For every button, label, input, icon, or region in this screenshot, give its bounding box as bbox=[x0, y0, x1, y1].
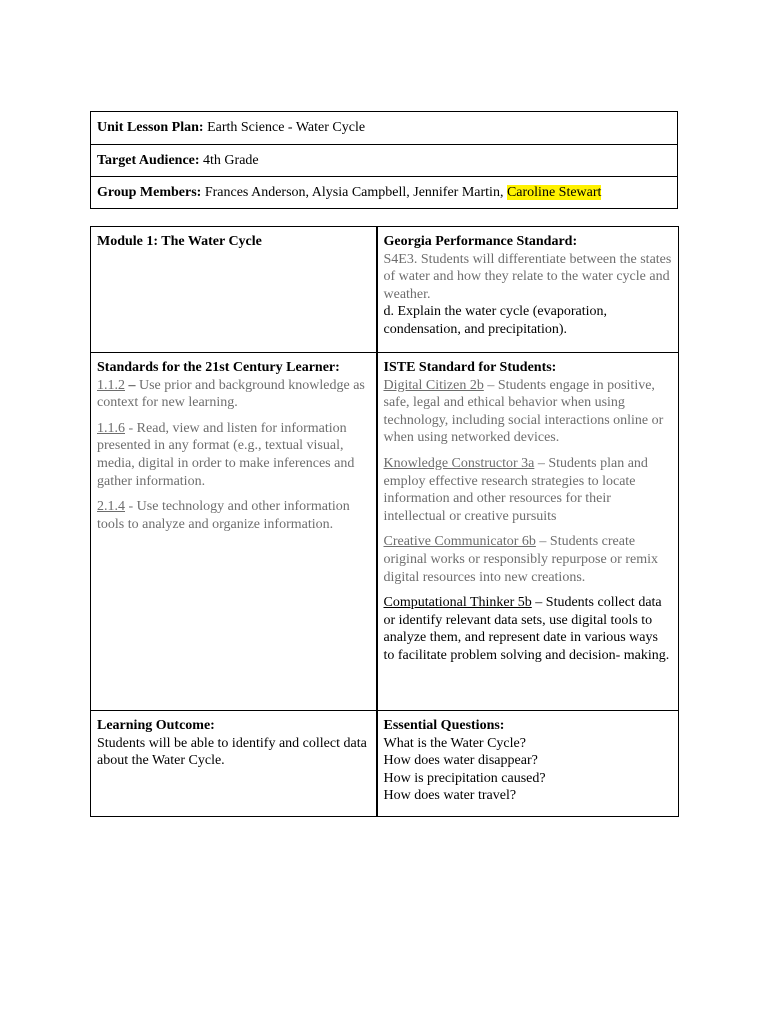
iste-text: Students engage in positive, safe, legal and ethical behavior when using technology, including social interactions online or when using networked devices. bbox=[383, 377, 664, 446]
aasl-code: 2.1.4 bbox=[97, 499, 125, 515]
aasl-text: Use prior and background knowledge as context for new learning. bbox=[97, 377, 365, 411]
iste-text: Students create original works or responsibly repurpose or remix digital resources into new creations. bbox=[383, 534, 658, 585]
iste-code: Creative Communicator 6b bbox=[383, 534, 536, 550]
unit-cell bbox=[91, 112, 678, 145]
iste-item bbox=[384, 455, 673, 525]
aasl-item bbox=[97, 377, 370, 412]
iste-sep: – bbox=[483, 377, 498, 393]
question-item: How does water travel? bbox=[383, 788, 517, 804]
module-row bbox=[91, 227, 679, 353]
audience-label: Target Audience: bbox=[97, 152, 200, 168]
aasl-title: Standards for the 21st Century Learner: bbox=[97, 360, 340, 375]
iste-sep: – bbox=[535, 534, 550, 550]
unit-value: Earth Science - Water Cycle bbox=[207, 120, 366, 135]
audience-row bbox=[91, 145, 678, 177]
questions-title: Essential Questions: bbox=[383, 718, 505, 733]
iste-text: Students plan and employ effective research strategies to locate information and other resources for their intellectual or creative pursuits bbox=[383, 455, 648, 524]
members-value: Frances Anderson, Alysia Campbell, Jennifer Martin, bbox=[204, 184, 504, 200]
aasl-sep: – bbox=[125, 377, 139, 393]
aasl-code: 1.1.6 bbox=[97, 420, 125, 436]
outcome-row bbox=[91, 711, 679, 817]
aasl-text: Read, view and listen for information presented in any format (e.g., textual visual, media, digital in order to make inferences and gather information. bbox=[97, 420, 355, 489]
gps-title: Georgia Performance Standard: bbox=[383, 234, 578, 249]
gps-element-text: d. Explain the water cycle (evaporation, condensation, and precipitation). bbox=[383, 304, 608, 337]
iste-title: ISTE Standard for Students: bbox=[383, 360, 557, 375]
outcome-cell bbox=[91, 711, 377, 817]
iste-code: Computational Thinker 5b bbox=[383, 595, 532, 611]
aasl-item bbox=[97, 498, 370, 533]
aasl-sep: - bbox=[125, 420, 137, 436]
members-row bbox=[91, 177, 678, 209]
aasl-code: 1.1.2 bbox=[97, 377, 125, 393]
outcome-title: Learning Outcome: bbox=[97, 718, 215, 733]
aasl-item bbox=[97, 420, 370, 490]
members-cell bbox=[91, 177, 678, 209]
outcome-text: Students will be able to identify and collect data about the Water Cycle. bbox=[97, 735, 367, 769]
unit-label: Unit Lesson Plan: bbox=[97, 120, 204, 135]
iste-code: Digital Citizen 2b bbox=[383, 377, 484, 393]
iste-sep: – bbox=[534, 455, 549, 471]
iste-item bbox=[384, 594, 673, 664]
aasl-cell bbox=[91, 353, 377, 711]
highlighted-member: Caroline Stewart bbox=[506, 184, 602, 200]
question-item: What is the Water Cycle? bbox=[383, 735, 526, 751]
gps-standard-text: S4E3. Students will differentiate between the states of water and how they relate to the water cycle and weather. bbox=[383, 251, 672, 302]
question-item: How is precipitation caused? bbox=[383, 770, 546, 786]
iste-code: Knowledge Constructor 3a bbox=[383, 455, 535, 471]
questions-cell bbox=[377, 711, 679, 817]
module-cell bbox=[91, 227, 377, 353]
question-item: How does water disappear? bbox=[383, 753, 538, 769]
standards-row bbox=[91, 353, 679, 711]
module-title: Module 1: The Water Cycle bbox=[97, 234, 262, 249]
members-label: Group Members: bbox=[97, 184, 202, 200]
standards-table bbox=[90, 226, 679, 817]
header-table bbox=[90, 111, 678, 209]
aasl-sep: - bbox=[125, 499, 137, 515]
audience-cell bbox=[91, 145, 678, 177]
aasl-text: Use technology and other information tools to analyze and organize information. bbox=[97, 499, 350, 532]
iste-sep: – bbox=[531, 595, 546, 611]
iste-text: Students collect data or identify relevant data sets, use digital tools to analyze them, and represent date in various ways to facilitate problem solving and decision- making. bbox=[383, 595, 670, 663]
iste-item bbox=[384, 533, 673, 586]
iste-item bbox=[384, 377, 673, 447]
gps-cell bbox=[377, 227, 679, 353]
iste-cell bbox=[377, 353, 679, 711]
unit-row bbox=[91, 112, 678, 145]
audience-value: 4th Grade bbox=[203, 152, 259, 168]
